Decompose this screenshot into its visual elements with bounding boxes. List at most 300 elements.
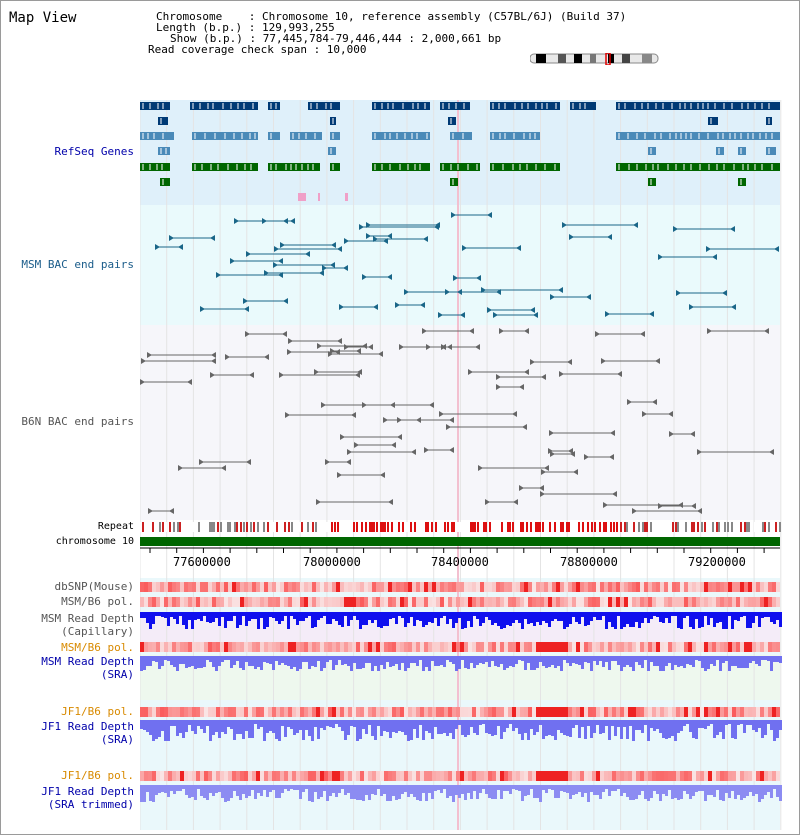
msm-pol1-cell <box>512 597 516 607</box>
msm-depth-cap-bar <box>776 612 779 620</box>
jf1-depth-trim-bar <box>359 785 362 800</box>
msm-pol2-cell <box>388 642 392 652</box>
dbsnp-cell <box>544 582 548 592</box>
msm-pol2-cell <box>584 642 588 652</box>
msm-pol1-cell <box>660 597 664 607</box>
repeat-block <box>620 522 622 532</box>
jf1-pol1-cell <box>680 707 684 717</box>
msm-pol1-cell <box>368 597 372 607</box>
repeat-block <box>246 522 248 532</box>
msm-depth-cap-bar <box>359 612 362 629</box>
jf1-pol2-cell <box>276 771 280 781</box>
jf1-pol2-cell <box>220 771 224 781</box>
msm-pol2-cell <box>284 642 288 652</box>
info-length: Length (b.p.) : 129,993,255 <box>156 21 335 34</box>
msm-depth-cap-bar <box>668 612 671 623</box>
jf1-depth-sra-bar <box>185 720 188 732</box>
msm-depth-cap-bar <box>344 612 347 616</box>
jf1-depth-trim-bar <box>527 785 530 795</box>
refseq-gene <box>140 102 170 110</box>
jf1-pol2-cell <box>268 771 272 781</box>
jf1-pol1-cell <box>516 707 520 717</box>
jf1-depth-trim-bar <box>296 785 299 790</box>
repeat-block <box>453 522 455 532</box>
dbsnp-cell <box>500 582 504 592</box>
jf1-depth-sra-bar <box>407 720 410 741</box>
repeat-block <box>427 522 429 532</box>
repeat-block <box>350 522 352 532</box>
jf1-pol1-cell <box>296 707 300 717</box>
msm-depth-sra-bar <box>677 656 680 667</box>
jf1-pol1-cell <box>232 707 236 717</box>
msm-depth-cap-bar <box>224 612 227 628</box>
msm-pol2-cell <box>180 642 184 652</box>
jf1-pol1-cell <box>176 707 180 717</box>
msm-pol2-cell <box>184 642 188 652</box>
jf1-depth-trim-bar <box>611 785 614 791</box>
msm-depth-cap-bar <box>437 612 440 626</box>
refseq-highlight <box>318 193 320 201</box>
msm-depth-sra-bar <box>374 656 377 666</box>
jf1-pol1-cell <box>656 707 660 717</box>
jf1-depth-sra-bar <box>362 720 365 729</box>
msm-pol2-cell <box>636 642 640 652</box>
repeat-block <box>691 522 693 532</box>
jf1-pol1-cell <box>668 707 672 717</box>
jf1-depth-sra-bar <box>611 720 614 726</box>
refseq-gene <box>648 178 656 186</box>
dbsnp-cell <box>184 582 188 592</box>
jf1-pol2-cell <box>404 771 408 781</box>
msm-depth-sra-bar <box>557 656 560 666</box>
msm-pol2-cell <box>496 642 500 652</box>
jf1-pol1-cell <box>168 707 172 717</box>
jf1-depth-trim-bar <box>692 785 695 796</box>
jf1-pol1-cell <box>456 707 460 717</box>
dbsnp-cell <box>700 582 704 592</box>
msm-depth-cap-bar <box>308 612 311 616</box>
jf1-depth-trim-bar <box>140 785 143 802</box>
jf1-depth-sra-bar <box>581 720 584 727</box>
msm-pol1-cell <box>520 597 524 607</box>
jf1-pol2-cell <box>672 771 676 781</box>
refseq-gene <box>158 147 170 155</box>
repeat-block <box>630 522 632 532</box>
jf1-depth-trim-bar <box>281 785 284 793</box>
jf1-pol1-cell <box>472 707 476 717</box>
msm-depth-sra-bar <box>392 656 395 666</box>
dbsnp-cell <box>548 582 552 592</box>
refseq-gene <box>490 132 540 140</box>
jf1-depth-trim-bar <box>389 785 392 801</box>
repeat-block <box>417 522 419 532</box>
jf1-depth-sra-bar <box>455 720 458 729</box>
msm-pol1-cell <box>752 597 756 607</box>
msm-pol1-cell <box>256 597 260 607</box>
jf1-pol1-cell <box>644 707 648 717</box>
msm-depth-sra-bar <box>377 656 380 671</box>
msm-depth-cap-bar <box>647 612 650 623</box>
jf1-pol2-cell <box>424 771 428 781</box>
msm-pol1-cell <box>560 597 564 607</box>
jf1-pol2-cell <box>436 771 440 781</box>
jf1-pol1-cell <box>684 707 688 717</box>
jf1-pol2-cell <box>304 771 308 781</box>
msm-pol1-cell <box>172 597 176 607</box>
msm-depth-cap-bar <box>596 612 599 620</box>
jf1-pol1-cell <box>384 707 388 717</box>
repeat-block <box>566 522 568 532</box>
jf1-depth-trim-bar <box>479 785 482 793</box>
repeat-block <box>504 522 506 532</box>
jf1-pol2-cell <box>156 771 160 781</box>
jf1-depth-trim-bar <box>605 785 608 789</box>
msm-pol1-cell <box>312 597 316 607</box>
jf1-depth-sra-bar <box>194 720 197 734</box>
msm-depth-cap-bar <box>407 612 410 623</box>
msm-depth-sra-bar <box>524 656 527 670</box>
repeat-block <box>549 522 551 532</box>
jf1-depth-sra-bar <box>671 720 674 736</box>
msm-depth-cap-bar <box>392 612 395 618</box>
msm-pol2-cell <box>148 642 152 652</box>
dbsnp-cell <box>432 582 436 592</box>
jf1-depth-trim-bar <box>386 785 389 801</box>
repeat-block <box>435 522 437 532</box>
msm-pol1-cell <box>464 597 468 607</box>
msm-depth-cap-bar <box>278 612 281 624</box>
jf1-depth-sra-bar <box>311 720 314 741</box>
msm-depth-sra-bar <box>308 656 311 669</box>
msm-pol2-cell <box>480 642 484 652</box>
msm-depth-sra-bar <box>647 656 650 671</box>
jf1-depth-sra-bar <box>251 720 254 738</box>
jf1-pol2-cell <box>296 771 300 781</box>
jf1-depth-trim-bar <box>701 785 704 791</box>
jf1-depth-trim-bar <box>755 785 758 794</box>
jf1-depth-sra-bar <box>641 720 644 733</box>
jf1-depth-sra-bar <box>296 720 299 733</box>
dbsnp-cell <box>532 582 536 592</box>
jf1-depth-sra-bar <box>353 720 356 727</box>
msm-depth-cap-bar <box>710 612 713 618</box>
repeat-block <box>758 522 760 532</box>
jf1-pol2-cell <box>680 771 684 781</box>
jf1-pol1-cell <box>564 707 568 717</box>
dbsnp-cell <box>192 582 196 592</box>
jf1-pol2-cell <box>472 771 476 781</box>
jf1-depth-trim-bar <box>284 785 287 789</box>
msm-pol2-cell <box>188 642 192 652</box>
jf1-depth-trim-bar <box>761 785 764 799</box>
jf1-pol1-cell <box>156 707 160 717</box>
jf1-depth-trim-bar <box>467 785 470 793</box>
msm-pol1-cell <box>216 597 220 607</box>
jf1-pol1-cell <box>416 707 420 717</box>
msm-depth-cap-bar <box>158 612 161 616</box>
msm-pol2-cell <box>536 642 540 652</box>
repeat-block <box>551 522 553 532</box>
msm-pol2-cell <box>296 642 300 652</box>
jf1-pol1-cell <box>320 707 324 717</box>
msm-pol1-cell <box>276 597 280 607</box>
dbsnp-cell <box>444 582 448 592</box>
jf1-pol1-cell <box>556 707 560 717</box>
msm-pol2-cell <box>428 642 432 652</box>
msm-depth-sra-bar <box>452 656 455 664</box>
msm-pol2-label: MSM/B6 pol. <box>61 641 134 654</box>
jf1-depth-sra-bar <box>614 720 617 736</box>
dbsnp-cell <box>296 582 300 592</box>
repeat-block <box>497 522 499 532</box>
dbsnp-cell <box>524 582 528 592</box>
jf1-depth-sra-bar <box>545 720 548 736</box>
repeat-block <box>201 522 203 532</box>
jf1-pol2-cell <box>320 771 324 781</box>
dbsnp-cell <box>540 582 544 592</box>
repeat-block <box>650 522 652 532</box>
jf1-depth-trim-bar <box>569 785 572 799</box>
repeat-block <box>610 522 612 532</box>
jf1-pol2-cell <box>144 771 148 781</box>
repeat-block <box>474 522 476 532</box>
msm-pol2-cell <box>484 642 488 652</box>
msm-pol2-cell <box>268 642 272 652</box>
jf1-depth-trim-bar <box>563 785 566 792</box>
jf1-depth-trim-bar <box>443 785 446 789</box>
msm-pol1-cell <box>668 597 672 607</box>
dbsnp-cell <box>440 582 444 592</box>
dbsnp-cell <box>672 582 676 592</box>
dbsnp-cell <box>176 582 180 592</box>
msm-pol1-cell <box>740 597 744 607</box>
dbsnp-cell <box>668 582 672 592</box>
jf1-pol1-cell <box>256 707 260 717</box>
jf1-pol1-cell <box>260 707 264 717</box>
dbsnp-cell <box>200 582 204 592</box>
repeat-block <box>395 522 397 532</box>
jf1-depth-trim-bar <box>260 785 263 796</box>
msm-pol1-cell <box>424 597 428 607</box>
jf1-pol1-cell <box>444 707 448 717</box>
jf1-pol2-cell <box>592 771 596 781</box>
dbsnp-cell <box>352 582 356 592</box>
jf1-depth-trim-bar <box>356 785 359 800</box>
jf1-depth-sra-bar <box>497 720 500 726</box>
msm-depth-cap-bar <box>539 612 542 625</box>
repeat-block <box>414 522 416 532</box>
msm-depth-cap-bar <box>713 612 716 627</box>
msm-depth-cap-bar <box>383 612 386 626</box>
jf1-pol2-cell <box>744 771 748 781</box>
msm-pol1-cell <box>468 597 472 607</box>
jf1-depth-trim-bar <box>737 785 740 795</box>
repeat-block <box>546 522 548 532</box>
repeat-block <box>660 522 662 532</box>
dbsnp-cell <box>576 582 580 592</box>
repeat-block <box>574 522 576 532</box>
msm-pol1-cell <box>388 597 392 607</box>
msm-pol2-cell <box>432 642 436 652</box>
repeat-block <box>599 522 601 532</box>
msm-depth-cap-bar <box>218 612 221 626</box>
msm-pol1-cell <box>476 597 480 607</box>
jf1-depth-trim-bar <box>497 785 500 790</box>
jf1-depth-trim-bar <box>257 785 260 793</box>
jf1-pol2-cell <box>536 771 540 781</box>
jf1-depth-sra-bar <box>203 720 206 733</box>
jf1-pol1-cell <box>712 707 716 717</box>
jf1-depth-sra-bar <box>632 720 635 741</box>
msm-pol1-cell <box>384 597 388 607</box>
msm-depth-cap-bar <box>614 612 617 629</box>
msm-pol2-cell <box>340 642 344 652</box>
repeat-block <box>472 522 474 532</box>
msm-pol2-cell <box>540 642 544 652</box>
msm-pol1-cell <box>304 597 308 607</box>
msm-pol1-cell <box>280 597 284 607</box>
repeat-block <box>358 522 360 532</box>
jf1-depth-sra-bar <box>500 720 503 739</box>
jf1-depth-trim-bar <box>353 785 356 799</box>
jf1-depth-sra-bar <box>443 720 446 733</box>
msm-depth-sra-bar <box>164 656 167 660</box>
msm-depth-cap-bar <box>653 612 656 616</box>
jf1-pol1-cell <box>348 707 352 717</box>
dbsnp-cell <box>492 582 496 592</box>
msm-pol1-cell <box>548 597 552 607</box>
jf1-pol2-cell <box>308 771 312 781</box>
msm-depth-sra-bar <box>692 656 695 667</box>
msm-depth-sra-bar <box>419 656 422 660</box>
jf1-pol2-cell <box>256 771 260 781</box>
repeat-block <box>365 522 367 532</box>
msm-pol1-cell <box>528 597 532 607</box>
msm-depth-cap-bar <box>491 612 494 625</box>
msm-depth-sra-bar <box>326 656 329 662</box>
msm-depth-cap-bar <box>212 612 215 622</box>
dbsnp-cell <box>328 582 332 592</box>
jf1-pol1-cell <box>524 707 528 717</box>
msm-depth-cap-bar <box>326 612 329 624</box>
jf1-depth-sra-bar <box>605 720 608 726</box>
refseq-gene <box>140 132 174 140</box>
jf1-depth-trim-bar <box>509 785 512 794</box>
jf1-depth-trim-bar <box>779 785 782 801</box>
jf1-depth-sra-bar <box>341 720 344 731</box>
jf1-depth-trim-bar <box>566 785 569 793</box>
jf1-pol1-cell <box>568 707 572 717</box>
jf1-pol2-cell <box>516 771 520 781</box>
msm-depth-cap-bar <box>584 612 587 626</box>
jf1-pol1-cell <box>620 707 624 717</box>
jf1-depth-trim-bar <box>710 785 713 795</box>
jf1-depth-trim-bar <box>290 785 293 789</box>
repeat-block <box>689 522 691 532</box>
jf1-pol1-cell <box>676 707 680 717</box>
jf1-pol1-cell <box>300 707 304 717</box>
msm-depth-cap-bar <box>557 612 560 621</box>
msm-pol1-cell <box>760 597 764 607</box>
jf1-pol1-cell <box>328 707 332 717</box>
jf1-depth-sra-bar <box>404 720 407 735</box>
track-canvas[interactable] <box>140 0 782 835</box>
jf1-depth-sra-bar <box>596 720 599 725</box>
refseq-gene <box>716 147 724 155</box>
jf1-pol2-cell <box>244 771 248 781</box>
msm-depth-sra-bar <box>245 656 248 662</box>
jf1-pol2-cell <box>600 771 604 781</box>
repeat-block <box>764 522 766 532</box>
repeat-block <box>267 522 269 532</box>
jf1-depth-sra-bar <box>707 720 710 726</box>
msm-pol2-cell <box>472 642 476 652</box>
jf1-depth-sra-bar <box>140 720 143 729</box>
jf1-depth-trim-bar <box>206 785 209 800</box>
msm-depth-sra-bar <box>359 656 362 669</box>
jf1-depth-trim-bar <box>383 785 386 794</box>
msm-pol2-cell <box>532 642 536 652</box>
jf1-pol2-cell <box>180 771 184 781</box>
jf1-pol2-cell <box>336 771 340 781</box>
msm-depth-sra-bar <box>671 656 674 670</box>
msm-depth-cap-bar <box>353 612 356 616</box>
msm-pol2-cell <box>728 642 732 652</box>
msm-depth-sra-bar <box>482 656 485 664</box>
jf1-depth-sra-label-2: (SRA) <box>100 733 134 746</box>
msm-depth-cap-bar <box>581 612 584 617</box>
msm-depth-sra-bar <box>425 656 428 667</box>
jf1-depth-sra-bar <box>410 720 413 740</box>
msm-pol2-cell <box>616 642 620 652</box>
jf1-depth-sra-bar <box>278 720 281 741</box>
msm-depth-sra-bar <box>260 656 263 670</box>
jf1-pol1-cell <box>372 707 376 717</box>
msm-pol2-cell <box>548 642 552 652</box>
jf1-depth-trim-bar <box>209 785 212 793</box>
jf1-depth-sra-bar <box>419 720 422 725</box>
dbsnp-cell <box>460 582 464 592</box>
msm-pol2-cell <box>692 642 696 652</box>
msm-pol1-cell <box>152 597 156 607</box>
repeat-block <box>236 522 238 532</box>
msm-pol2-cell <box>576 642 580 652</box>
jf1-depth-sra-bar <box>620 720 623 739</box>
msm-pol2-cell <box>696 642 700 652</box>
msm-pol2-cell <box>384 642 388 652</box>
msm-pol1-cell <box>252 597 256 607</box>
jf1-depth-trim-bar <box>341 785 344 789</box>
jf1-depth-sra-bar <box>356 720 359 741</box>
jf1-pol1-cell <box>204 707 208 717</box>
jf1-depth-trim-bar <box>143 785 146 802</box>
jf1-pol1-cell <box>724 707 728 717</box>
msm-pol2-cell <box>756 642 760 652</box>
msm-depth-sra-bar <box>311 656 314 666</box>
jf1-depth-trim-bar <box>194 785 197 800</box>
msm-depth-cap-bar <box>500 612 503 629</box>
msm-pol1-cell <box>596 597 600 607</box>
jf1-pol2-cell <box>732 771 736 781</box>
jf1-depth-trim-bar <box>146 785 149 792</box>
jf1-pol2-cell <box>704 771 708 781</box>
msm-pol1-cell <box>408 597 412 607</box>
dbsnp-cell <box>508 582 512 592</box>
jf1-pol2-cell <box>236 771 240 781</box>
repeat-block <box>779 522 781 532</box>
jf1-depth-sra-bar <box>569 720 572 737</box>
jf1-pol2-cell <box>280 771 284 781</box>
